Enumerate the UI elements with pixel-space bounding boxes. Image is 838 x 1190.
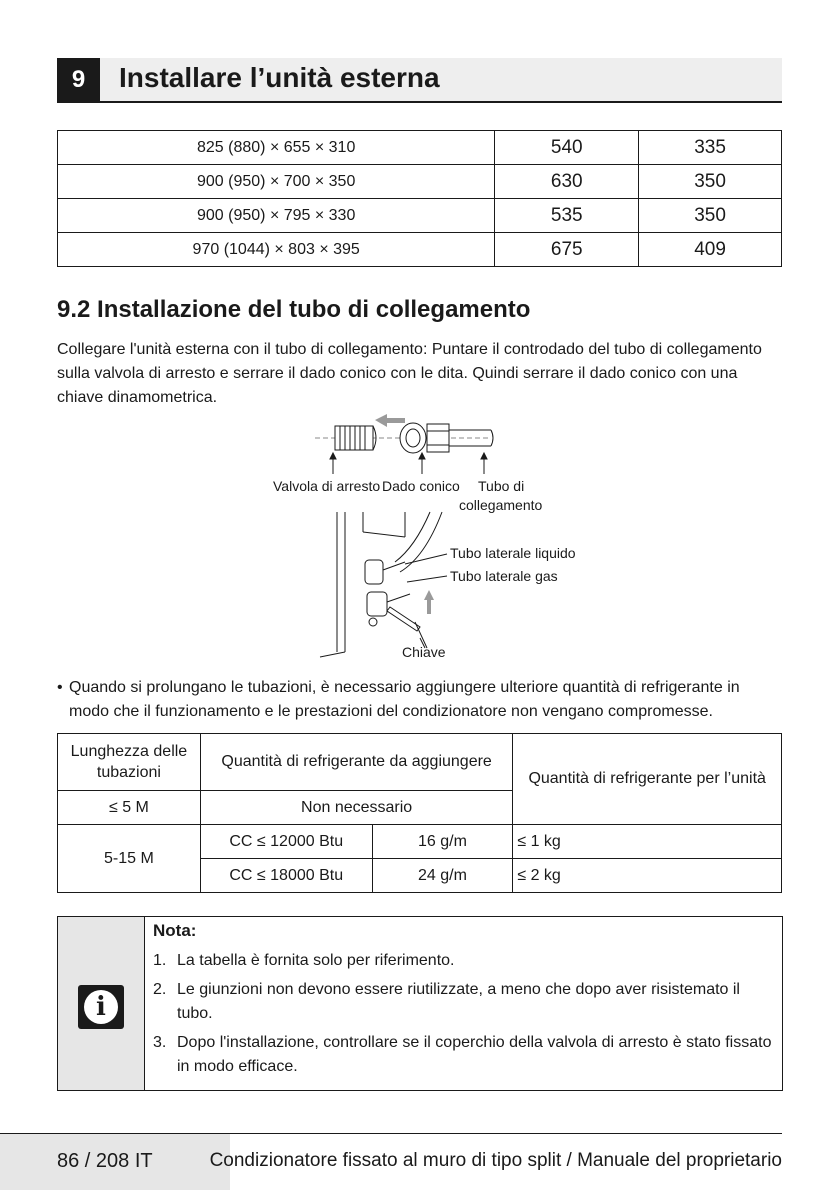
rate-cell: 16 g/m	[372, 825, 513, 859]
note-box	[57, 916, 783, 1091]
value-cell: 350	[639, 165, 782, 199]
pipe-label-line2: collegamento	[459, 497, 543, 513]
dimension-cell: 825 (880) × 655 × 310	[58, 131, 495, 165]
list-text: Dopo l'installazione, controllare se il coperchio della valvola di arresto è stato fissato in modo efficace.	[177, 1034, 772, 1075]
dimensions-table	[57, 130, 782, 267]
capacity-cell: CC ≤ 12000 Btu	[200, 825, 372, 859]
note-list	[153, 949, 773, 1079]
outdoor-unit-drawing	[320, 512, 442, 657]
list-item	[153, 949, 773, 973]
unit-cell: ≤ 1 kg	[513, 825, 782, 859]
note-sidebar	[58, 917, 145, 1090]
table-row	[58, 199, 782, 233]
pipe-connection-diagram	[255, 412, 585, 662]
table-row	[58, 734, 782, 791]
note-title: Nota:	[153, 921, 197, 940]
bullet-note	[57, 676, 782, 724]
instruction-paragraph: Collegare l'unità esterna con il tubo di collegamento: Puntare il controdado del tubo di collegamento sulla valvola di arresto e serrare il dado conico con le dita. Quindi serrare il dado conico con una chiave dinamometrica.	[57, 341, 762, 406]
length-header: Lunghezza delle tubazioni	[58, 734, 201, 791]
gas-pipe-label: Tubo laterale gas	[450, 568, 558, 584]
list-text: Le giunzioni non devono essere riutilizzate, a meno che dopo aver risistemato il tubo.	[177, 981, 740, 1022]
bullet-symbol: •	[57, 679, 63, 696]
section-number: 9	[57, 58, 100, 101]
value-cell: 675	[495, 233, 639, 267]
value-cell: 350	[639, 199, 782, 233]
bullet-text: Quando si prolungano le tubazioni, è necessario aggiungere ulteriore quantità di refrigerante in modo che il funzionamento e le prestazioni del condizionatore non vengano compromesse.	[69, 679, 740, 720]
arrow-left-icon	[375, 414, 405, 427]
table-row	[58, 825, 782, 859]
valve-label: Valvola di arresto	[273, 478, 381, 494]
list-number: 2.	[153, 981, 167, 998]
subsection-title: 9.2 Installazione del tubo di collegamento	[57, 296, 531, 323]
info-icon-letter: i	[84, 990, 118, 1024]
dimension-cell: 900 (950) × 700 × 350	[58, 165, 495, 199]
dimension-cell: 970 (1044) × 803 × 395	[58, 233, 495, 267]
length-cell: 5-15 M	[58, 825, 201, 893]
not-needed-cell: Non necessario	[200, 791, 513, 825]
wrench-label: Chiave	[402, 644, 446, 660]
liquid-pipe-label: Tubo laterale liquido	[450, 545, 576, 561]
rate-cell: 24 g/m	[372, 859, 513, 893]
refrigerant-table	[57, 733, 782, 893]
info-icon	[78, 985, 124, 1029]
value-cell: 630	[495, 165, 639, 199]
table-row	[58, 131, 782, 165]
list-text: La tabella è fornita solo per riferimento.	[177, 952, 455, 969]
dimension-cell: 900 (950) × 795 × 330	[58, 199, 495, 233]
list-item	[153, 978, 773, 1026]
pipe-label-line1: Tubo di	[478, 478, 525, 494]
list-number: 1.	[153, 952, 167, 969]
section-title: Installare l’unità esterna	[119, 62, 440, 93]
unit-header: Quantità di refrigerante per l’unità	[513, 734, 782, 825]
page-number: 86 / 208 IT	[57, 1150, 153, 1172]
arrow-up-icon	[424, 590, 434, 614]
list-number: 3.	[153, 1034, 167, 1051]
table-row	[58, 165, 782, 199]
capacity-cell: CC ≤ 18000 Btu	[200, 859, 372, 893]
value-cell: 335	[639, 131, 782, 165]
label-pointers	[330, 453, 487, 474]
value-cell: 409	[639, 233, 782, 267]
length-cell: ≤ 5 M	[58, 791, 201, 825]
value-cell: 540	[495, 131, 639, 165]
note-body	[153, 921, 773, 1084]
table-row	[58, 233, 782, 267]
value-cell: 535	[495, 199, 639, 233]
list-item	[153, 1031, 773, 1079]
unit-cell: ≤ 2 kg	[513, 859, 782, 893]
flare-nut-label: Dado conico	[382, 478, 460, 494]
section-header	[57, 58, 782, 103]
diagram-leader-lines	[405, 554, 447, 648]
add-header: Quantità di refrigerante da aggiungere	[200, 734, 513, 791]
footer-title: Condizionatore fissato al muro di tipo split / Manuale del proprietario	[209, 1150, 782, 1171]
valve-assembly-drawing	[315, 423, 493, 453]
